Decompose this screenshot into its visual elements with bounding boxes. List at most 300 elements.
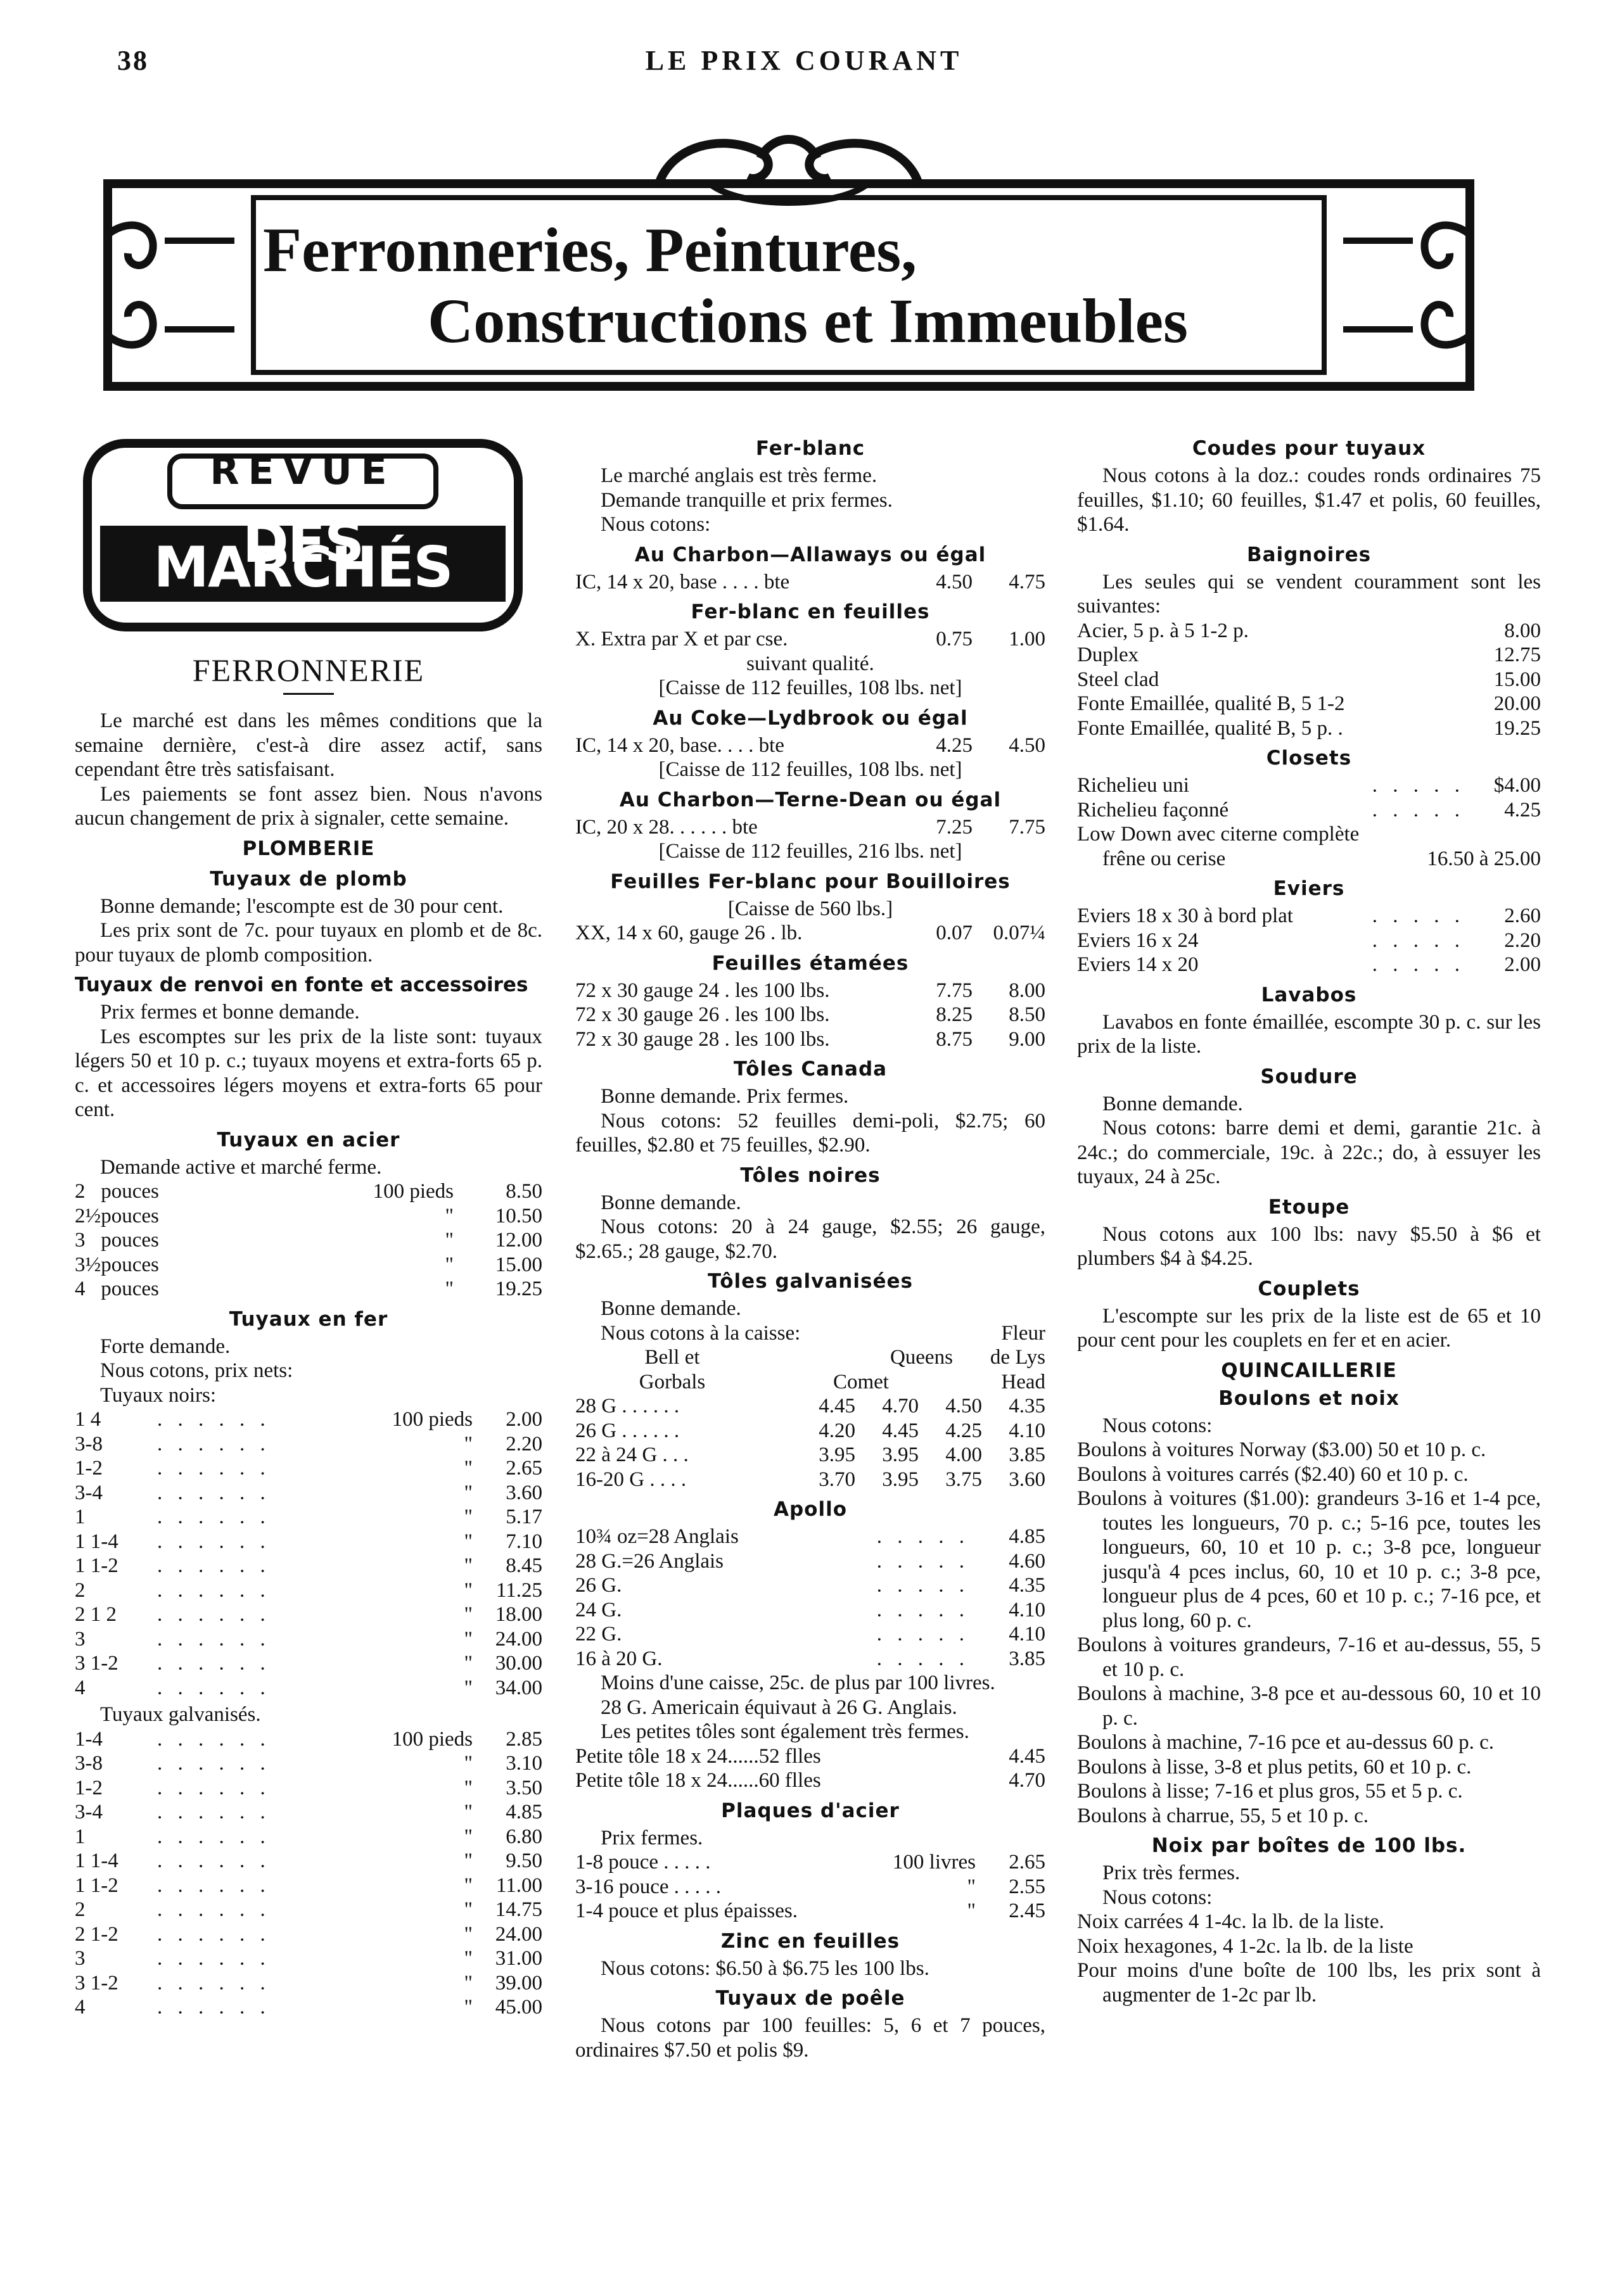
price-cell: 4.20	[819, 1419, 855, 1442]
etamees-row	[575, 1003, 1045, 1027]
label-cell: "	[464, 1578, 473, 1602]
table-row	[75, 1995, 542, 2020]
table-row	[1077, 668, 1541, 692]
size-cell: 4	[75, 1676, 86, 1699]
price-cell: 9.50	[506, 1849, 542, 1872]
size-cell: 3-4	[75, 1481, 103, 1504]
fer-heading: Tuyaux en fer	[229, 1307, 388, 1331]
size-cell: 2	[75, 1898, 86, 1921]
price-cell: 4.85	[506, 1801, 542, 1823]
poele-paragraph: Nous cotons par 100 feuilles: 5, 6 et 7 pouces, ordinaires $7.50 et polis $9.	[575, 2014, 1045, 2062]
acier-heading: Tuyaux en acier	[217, 1128, 400, 1151]
unit-cell: 100 livres	[892, 1851, 976, 1874]
size-cell: 4	[75, 1996, 86, 2019]
price-2: 1.00	[1009, 628, 1045, 650]
price-2: 0.07¼	[993, 922, 1045, 944]
col-header-queens: Queens	[890, 1346, 953, 1369]
etamees-heading: Feuilles étamées	[711, 951, 909, 975]
price-cell: 2.45	[1009, 1900, 1045, 1922]
label-cell: 100 pieds	[392, 1727, 473, 1751]
eviers-heading: Eviers	[1273, 877, 1345, 900]
dots-cell: . . . . . .	[157, 1996, 271, 2019]
label-cell: "	[445, 1204, 454, 1227]
closets-low-down: Low Down avec citerne complète	[1077, 823, 1360, 846]
table-row	[575, 1875, 1045, 1900]
price-cell: 12.75	[1493, 644, 1541, 666]
terne-caisse: [Caisse de 112 feuilles, 216 lbs. net]	[658, 840, 962, 863]
size-cell: 2 1 2	[75, 1603, 117, 1626]
table-row	[1077, 773, 1541, 798]
unit-cell: "	[967, 1875, 976, 1898]
plomberie-heading: PLOMBERIE	[242, 837, 375, 860]
size-cell: 3	[75, 1229, 86, 1252]
price-1: 8.25	[936, 1003, 973, 1026]
price-cell: 3.95	[819, 1443, 855, 1466]
price-cell: 2.65	[1009, 1851, 1045, 1874]
soudure-paragraph-2: Nous cotons: barre demi et demi, garantie 21c. à 24c.; do commerciale, 19c. à 22c.; do, à essuyer les tuyaux, 24 à 25c.	[1077, 1117, 1541, 1188]
price-cell: 2.20	[506, 1432, 542, 1456]
table-row	[575, 1468, 1045, 1492]
feuilles-caisse: [Caisse de 112 feuilles, 108 lbs. net]	[658, 676, 962, 699]
price-cell: 3.70	[819, 1468, 855, 1491]
list-item: Boulons à voitures Norway ($3.00) 50 et 10 p. c.	[1077, 1438, 1486, 1461]
table-row	[75, 1849, 542, 1874]
column-1	[75, 431, 542, 2020]
plaques-heading: Plaques d'acier	[721, 1799, 900, 1822]
list-item: Noix carrées 4 1-4c. la lb. de la liste.	[1077, 1910, 1384, 1933]
price-cell: 15.00	[495, 1253, 542, 1276]
lydbrook-heading: Au Coke—Lydbrook ou égal	[653, 706, 968, 730]
row-label: 72 x 30 gauge 24 . les 100 lbs.	[575, 979, 830, 1002]
size-cell: 1 1-4	[75, 1530, 118, 1553]
price-cell: 3.85	[1009, 1443, 1045, 1466]
dots-cell: . . . . . .	[157, 1947, 271, 1970]
canada-heading: Tôles Canada	[733, 1058, 888, 1081]
label-cell: 100 pieds	[392, 1408, 473, 1431]
price-2: 7.75	[1009, 815, 1045, 839]
terne-row	[575, 815, 1045, 840]
label-cell: 1-8 pouce . . . . .	[575, 1851, 711, 1874]
apollo-table	[575, 1525, 1045, 1671]
price-cell: 4.70	[1009, 1769, 1045, 1792]
quincaillerie-heading: QUINCAILLERIE	[1221, 1359, 1397, 1382]
dots-cell: . . . . . .	[157, 1530, 271, 1553]
zinc-heading: Zinc en feuilles	[720, 1929, 900, 1953]
label-cell: 26 G . . . . . .	[575, 1419, 680, 1442]
list-item: Boulons à voitures grandeurs, 7-16 et au-dessus, 55, 5 et 10 p. c.	[1077, 1633, 1541, 1681]
dots-cell: . . . . . .	[157, 1849, 271, 1872]
column-2	[575, 431, 1045, 2062]
size-cell: 3 1-2	[75, 1652, 118, 1675]
lydbrook-caisse: [Caisse de 112 feuilles, 108 lbs. net]	[658, 758, 962, 781]
plomb-paragraph-2: Les prix sont de 7c. pour tuyaux en plomb et de 8c. pour tuyaux de plomb composition.	[75, 919, 542, 967]
label-cell: "	[464, 1432, 473, 1456]
price-2: 4.75	[1009, 570, 1045, 593]
list-item: Pour moins d'une boîte de 100 lbs, les prix sont à augmenter de 1-2c par lb.	[1077, 1959, 1541, 2007]
label-cell: "	[464, 1922, 473, 1946]
label-cell: "	[464, 1874, 473, 1897]
label-cell: Acier, 5 p. à 5 1-2 p.	[1077, 619, 1249, 642]
size-cell: 2	[75, 1180, 86, 1203]
table-row	[575, 1525, 1045, 1549]
label-cell: "	[464, 1530, 473, 1553]
price-cell: 2.65	[506, 1457, 542, 1480]
label-cell: "	[464, 1506, 473, 1528]
price-cell: 8.45	[506, 1554, 542, 1577]
unit-cell: "	[967, 1900, 976, 1922]
price-cell: 20.00	[1493, 692, 1541, 715]
size-cell: 3-8	[75, 1432, 103, 1456]
apollo-paragraph-3: Les petites tôles sont également très fermes.	[601, 1720, 969, 1743]
bouilloires-row	[575, 921, 1045, 946]
noires-heading: Tôles noires	[740, 1164, 881, 1187]
bouilloires-heading: Feuilles Fer-blanc pour Bouilloires	[610, 870, 1011, 893]
price-cell: 18.00	[495, 1603, 542, 1626]
table-row	[75, 1751, 542, 1776]
label-cell: Petite tôle 18 x 24......52 flles	[575, 1744, 821, 1768]
revue-word: REVUE	[210, 449, 396, 493]
etoupe-paragraph: Nous cotons aux 100 lbs: navy $5.50 à $6 et plumbers $4 à $4.25.	[1077, 1222, 1541, 1270]
table-row	[75, 1776, 542, 1801]
size-cell: 1 1-2	[75, 1874, 118, 1897]
acier-table	[75, 1179, 542, 1302]
renvoi-paragraph-1: Prix fermes et bonne demande.	[100, 1001, 360, 1024]
size-cell: 1-2	[75, 1776, 103, 1799]
dots-cell: . . . . . .	[157, 1752, 271, 1775]
dots-cell: . . . . .	[876, 1598, 969, 1621]
price-cell: 4.60	[1009, 1549, 1045, 1573]
dots-cell: . . . . . .	[157, 1603, 271, 1626]
noix-heading: Noix par boîtes de 100 lbs.	[1151, 1834, 1467, 1857]
table-row	[75, 1530, 542, 1554]
label-cell: 16 à 20 G.	[575, 1647, 663, 1670]
size-cell: 1-4	[75, 1727, 103, 1751]
table-row	[75, 1727, 542, 1752]
table-row	[75, 1602, 542, 1627]
lavabos-paragraph: Lavabos en fonte émaillée, escompte 30 p. c. sur les prix de la liste.	[1077, 1010, 1541, 1058]
label-cell: "	[464, 1652, 473, 1675]
col-header-de-lys: de Lys	[990, 1346, 1045, 1369]
price-cell: 6.80	[506, 1825, 542, 1848]
plaques-paragraph: Prix fermes.	[601, 1826, 703, 1849]
zinc-paragraph: Nous cotons: $6.50 à $6.75 les 100 lbs.	[601, 1957, 929, 1980]
table-row	[75, 1800, 542, 1825]
closets-low-row	[1077, 847, 1541, 872]
table-row	[575, 1419, 1045, 1443]
baignoires-paragraph: Les seules qui se vendent couramment sont les suivantes:	[1077, 570, 1541, 618]
list-item: Boulons à voitures ($1.00): grandeurs 3-16 et 1-4 pce, toutes les longueurs, 70 p. c.; 5-16 pce, toutes les longueurs, 60, 10 et 10 p. c.; 3-8 pce, longueur jusqu'à 4 pces inclus, 60, 10 et 10 p. c.; 3-8 pce, longueur plus de 4 pces, 60 et 10 p. c.; 7-16 pce, et plus long, 60 p. c.	[1077, 1487, 1541, 1632]
label-cell: "	[464, 1996, 473, 2019]
col-header-bell: Bell et	[644, 1346, 700, 1369]
price-cell: 4.70	[882, 1395, 919, 1418]
noirs-label: Tuyaux noirs:	[100, 1383, 217, 1407]
ferblanc-heading: Fer-blanc	[755, 437, 865, 460]
table-row	[575, 1394, 1045, 1419]
table-row	[75, 1179, 542, 1204]
price-cell: 4.35	[1009, 1395, 1045, 1418]
label-cell: "	[464, 1801, 473, 1823]
price-cell: 7.10	[506, 1530, 542, 1553]
label-cell: "	[464, 1554, 473, 1577]
list-item: Boulons à charrue, 55, 5 et 10 p. c.	[1077, 1804, 1369, 1827]
label-cell: 1-4 pouce et plus épaisses.	[575, 1900, 798, 1922]
price-cell: 4.85	[1009, 1525, 1045, 1548]
feuilles-heading: Fer-blanc en feuilles	[691, 600, 930, 623]
label-cell: "	[464, 1481, 473, 1504]
dots-cell: . . . . . .	[157, 1457, 271, 1480]
renvoi-heading: Tuyaux de renvoi en fonte et accessoires	[75, 974, 528, 996]
price-1: 7.25	[936, 815, 973, 839]
acier-paragraph: Demande active et marché ferme.	[100, 1155, 382, 1179]
boulons-list	[1077, 1438, 1541, 1828]
dots-cell: . . . . . .	[157, 1481, 271, 1504]
dots-cell: . . . . .	[1372, 904, 1465, 927]
allaways-heading: Au Charbon—Allaways ou égal	[634, 543, 986, 566]
price-1: 0.07	[936, 922, 973, 944]
price-2: 4.50	[1009, 733, 1045, 757]
size-cell: 3-8	[75, 1752, 103, 1775]
apollo-paragraph-1: Moins d'une caisse, 25c. de plus par 100 livres.	[601, 1671, 995, 1694]
label-cell: "	[464, 1627, 473, 1651]
price-cell: 11.25	[495, 1578, 542, 1602]
price-cell: 19.25	[1493, 716, 1541, 740]
price-cell: 34.00	[495, 1676, 542, 1699]
row-label: XX, 14 x 60, gauge 26 . lb.	[575, 922, 803, 944]
price-cell: 3.60	[506, 1481, 542, 1504]
label-cell: "	[464, 1898, 473, 1921]
allaways-row	[575, 570, 1045, 595]
col-header-head: Head	[1001, 1370, 1045, 1393]
label-cell: 100 pieds	[373, 1180, 454, 1203]
label-cell: "	[464, 1947, 473, 1970]
row-label: IC, 14 x 20, base . . . . bte	[575, 570, 790, 593]
row-label: 72 x 30 gauge 28 . les 100 lbs.	[575, 1027, 830, 1051]
table-row	[75, 1228, 542, 1253]
boulons-intro: Nous cotons:	[1102, 1414, 1213, 1437]
price-cell: 8.50	[506, 1180, 542, 1203]
price-cell: 12.00	[495, 1229, 542, 1252]
label-cell: "	[464, 1457, 473, 1480]
price-cell: 3.50	[506, 1776, 542, 1799]
galv-pipe-table	[75, 1727, 542, 2020]
galv-sheets-values	[575, 1394, 1045, 1492]
galv-sheets-intro: Nous cotons à la caisse:	[601, 1321, 801, 1345]
col-header-fleur: Fleur	[1001, 1321, 1045, 1345]
price-cell: 5.17	[506, 1506, 542, 1528]
size-cell: 3	[75, 1627, 86, 1651]
table-row	[575, 1622, 1045, 1647]
dots-cell: . . . . . .	[157, 1578, 271, 1602]
price-2: 8.00	[1009, 979, 1045, 1002]
dots-cell: . . . . . .	[157, 1506, 271, 1528]
dots-cell: . . . . . .	[157, 1801, 271, 1823]
apollo-paragraph-2: 28 G. Americain équivaut à 26 G. Anglais.	[601, 1696, 957, 1719]
table-row	[75, 1651, 542, 1676]
dots-cell: . . . . . .	[157, 1727, 271, 1751]
price-cell: 4.00	[945, 1443, 982, 1466]
dots-cell: . . . . . .	[157, 1971, 271, 1995]
renvoi-paragraph-2: Les escomptes sur les prix de la liste sont: tuyaux légers 50 et 10 p. c.; tuyaux moyens et extra-forts 65 p. c. et accessoires légers moyens et extra-forts 65 pour cent.	[75, 1025, 542, 1121]
price-cell: 2.20	[1504, 929, 1541, 952]
bouilloires-caisse: [Caisse de 560 lbs.]	[727, 897, 893, 920]
table-row	[75, 1627, 542, 1652]
closets-table	[1077, 773, 1541, 822]
size-cell: 2½	[75, 1204, 101, 1227]
table-row	[575, 1573, 1045, 1598]
etamees-rows	[575, 979, 1045, 1052]
table-row	[575, 1598, 1045, 1623]
size-cell: 1 1-4	[75, 1849, 118, 1872]
label-cell: "	[445, 1253, 454, 1276]
table-row	[75, 1971, 542, 1996]
size-cell: 1 4	[75, 1408, 101, 1431]
dots-cell: . . . . . .	[157, 1676, 271, 1699]
noix-list	[1077, 1910, 1541, 2007]
price-cell: 14.75	[495, 1898, 542, 1921]
section-banner	[89, 120, 1489, 405]
table-row	[575, 1899, 1045, 1924]
label-cell: 22 à 24 G . . .	[575, 1443, 689, 1466]
price-cell: 24.00	[495, 1627, 542, 1651]
table-row	[75, 1277, 542, 1302]
price-cell: 4.25	[1504, 798, 1541, 821]
price-1: 8.75	[936, 1027, 973, 1051]
label-cell: Eviers 16 x 24	[1077, 929, 1199, 952]
coudes-heading: Coudes pour tuyaux	[1192, 437, 1426, 460]
label-cell: Steel clad	[1077, 668, 1159, 691]
label-cell: 16-20 G . . . .	[575, 1468, 687, 1491]
canada-paragraph-2: Nous cotons: 52 feuilles demi-poli, $2.75; 60 feuilles, $2.80 et 75 feuilles, $2.90.	[575, 1109, 1045, 1157]
ferronnerie-paragraph-1: Le marché est dans les mêmes conditions que la semaine dernière, c'est-à dire assez actif, sans cependant être très satisfaisant.	[75, 709, 542, 781]
price-cell: 4.45	[819, 1395, 855, 1418]
label-cell: 28 G . . . . . .	[575, 1395, 680, 1418]
dots-cell: . . . . . .	[157, 1432, 271, 1456]
price-cell: 4.10	[1009, 1598, 1045, 1621]
title-rule	[283, 693, 334, 695]
price-cell: 3.75	[945, 1468, 982, 1491]
dots-cell: . . . . .	[876, 1574, 969, 1597]
table-row	[75, 1898, 542, 1922]
table-row	[575, 1647, 1045, 1671]
label-cell: 26 G.	[575, 1574, 622, 1597]
size-cell: 1 1-2	[75, 1554, 118, 1577]
table-row	[1077, 692, 1541, 716]
table-row	[575, 1549, 1045, 1574]
noirs-table	[75, 1407, 542, 1700]
table-row	[575, 1744, 1045, 1769]
label-cell: "	[464, 1776, 473, 1799]
table-row	[1077, 619, 1541, 644]
dots-cell: . . . . . .	[157, 1627, 271, 1651]
col-header-gorbals: Gorbals	[639, 1370, 706, 1393]
dots-cell: . . . . .	[1372, 798, 1465, 821]
price-cell: 2.00	[1504, 953, 1541, 976]
table-row	[1077, 716, 1541, 741]
plaques-table	[575, 1850, 1045, 1924]
dots-cell: . . . . .	[876, 1647, 969, 1670]
price-cell: 11.00	[495, 1874, 542, 1897]
dots-cell: . . . . . .	[157, 1922, 271, 1946]
dots-cell: . . . . .	[876, 1549, 969, 1573]
label-cell: Petite tôle 18 x 24......60 flles	[575, 1769, 821, 1792]
dots-cell: . . . . .	[1372, 774, 1465, 797]
size-cell: 1-2	[75, 1457, 103, 1480]
fer-paragraph-1: Forte demande.	[100, 1335, 231, 1358]
label-cell: Eviers 18 x 30 à bord plat	[1077, 904, 1293, 927]
size-cell: 3½	[75, 1253, 101, 1276]
galv-sheets-table	[575, 1321, 1045, 1395]
price-cell: 3.95	[882, 1468, 919, 1491]
price-cell: 3.85	[1009, 1647, 1045, 1670]
galv-sheets-heading: Tôles galvanisées	[708, 1270, 913, 1293]
table-row	[75, 1505, 542, 1530]
feuilles-row	[575, 627, 1045, 652]
closets-heading: Closets	[1266, 747, 1352, 770]
size-cell: 4	[75, 1278, 86, 1300]
des-marches-word: DES MARCHÉS	[153, 510, 452, 600]
price-1: 0.75	[936, 628, 973, 650]
size-cell: 2	[75, 1578, 86, 1602]
price-2: 8.50	[1009, 1003, 1045, 1026]
price-cell: 2.85	[506, 1727, 542, 1751]
unit-cell: pouces	[101, 1180, 159, 1203]
price-2: 9.00	[1009, 1027, 1045, 1051]
table-row	[75, 1204, 542, 1229]
list-item: Boulons à voitures carrés ($2.40) 60 et 10 p. c.	[1077, 1462, 1469, 1486]
price-cell: 19.25	[495, 1278, 542, 1300]
label-cell: "	[464, 1752, 473, 1775]
price-cell: 4.35	[1009, 1574, 1045, 1597]
galv-label: Tuyaux galvanisés.	[100, 1703, 261, 1726]
column-3	[1077, 431, 1541, 2007]
apollo-heading: Apollo	[773, 1498, 848, 1521]
label-cell: "	[445, 1229, 454, 1252]
table-row	[1077, 953, 1541, 977]
petite-tole-table	[575, 1744, 1045, 1793]
ferronnerie-title: FERRONNERIE	[192, 652, 425, 688]
table-row	[75, 1253, 542, 1278]
row-label: X. Extra par X et par cse.	[575, 628, 788, 650]
price-cell: 3.10	[506, 1752, 542, 1775]
table-row	[75, 1676, 542, 1701]
price-cell: 15.00	[1493, 668, 1541, 691]
noix-paragraph-2: Nous cotons:	[1102, 1886, 1213, 1909]
list-item: Noix hexagones, 4 1-2c. la lb. de la liste	[1077, 1934, 1413, 1958]
table-row	[1077, 904, 1541, 929]
row-label: IC, 14 x 20, base. . . . bte	[575, 733, 784, 757]
eviers-table	[1077, 904, 1541, 977]
label-cell: Duplex	[1077, 644, 1139, 666]
banner-line-2: Constructions et Immeubles	[428, 286, 1188, 356]
list-item: Boulons à lisse, 3-8 et plus petits, 60 et 10 p. c.	[1077, 1755, 1472, 1779]
label-cell: Fonte Emaillée, qualité B, 5 1-2	[1077, 692, 1345, 715]
table-row	[1077, 929, 1541, 953]
feuilles-sub: suivant qualité.	[746, 652, 874, 675]
price-cell: 4.10	[1009, 1623, 1045, 1646]
price-cell: 31.00	[495, 1947, 542, 1970]
price-cell: 2.55	[1009, 1875, 1045, 1898]
price: 16.50 à 25.00	[1427, 847, 1541, 870]
dots-cell: . . . . . .	[157, 1898, 271, 1921]
label-cell: "	[464, 1971, 473, 1995]
dots-cell: . . . . . .	[157, 1776, 271, 1799]
unit-cell: pouces	[101, 1253, 159, 1276]
tuyaux-plomb-heading: Tuyaux de plomb	[210, 867, 407, 891]
ferblanc-paragraph-3: Nous cotons:	[601, 513, 711, 536]
plomb-paragraph-1: Bonne demande; l'escompte est de 30 pour cent.	[100, 894, 504, 918]
size-cell: 2 1-2	[75, 1922, 118, 1946]
table-row	[75, 1874, 542, 1898]
